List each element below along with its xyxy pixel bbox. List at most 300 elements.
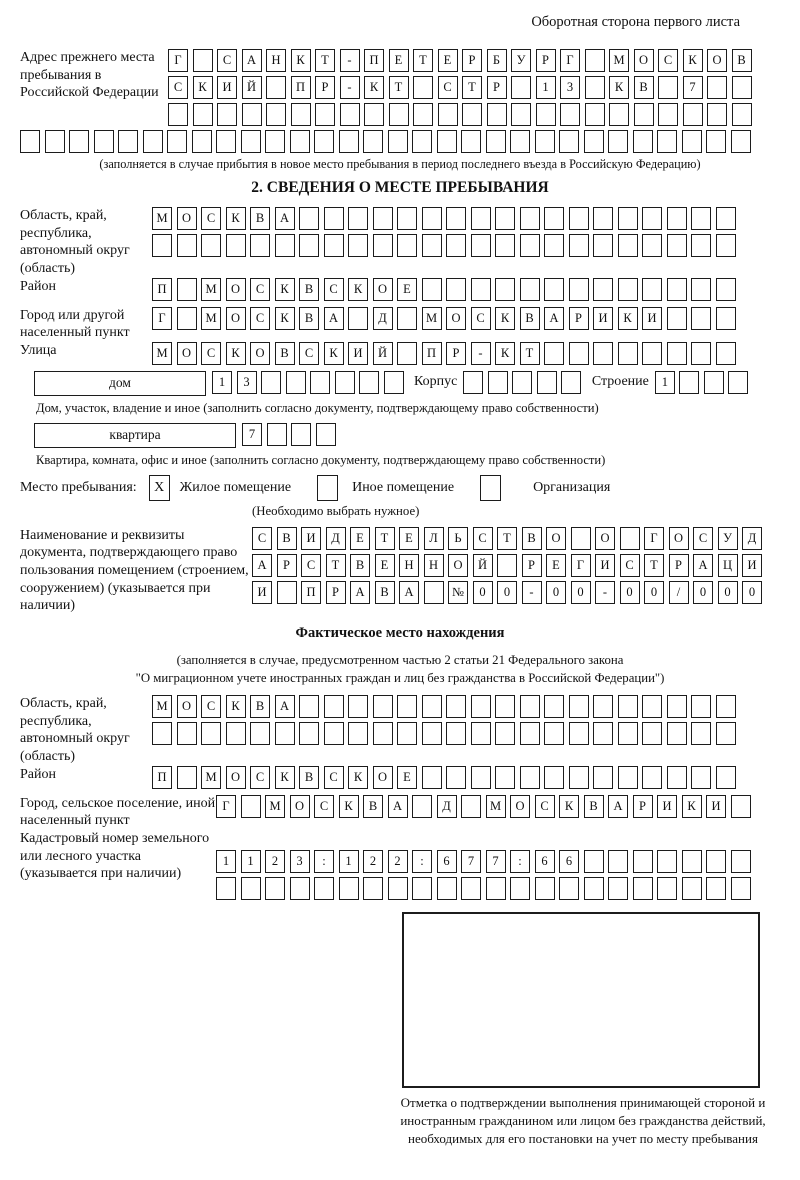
char-cell	[363, 877, 383, 900]
char-cell: 1	[655, 371, 675, 394]
char-cell: -	[471, 342, 491, 365]
char-cell: 7	[683, 76, 703, 99]
char-cell: Е	[350, 527, 370, 550]
document-row-2	[252, 554, 767, 577]
char-cell	[266, 103, 286, 126]
char-cell: К	[226, 207, 246, 230]
char-cell	[510, 877, 530, 900]
char-cell: О	[177, 207, 197, 230]
char-cell	[716, 278, 736, 301]
char-cell	[45, 130, 65, 153]
char-cell	[266, 76, 286, 99]
char-cell	[691, 695, 711, 718]
document-row-1	[252, 527, 767, 550]
char-cell	[299, 722, 319, 745]
char-cell	[584, 877, 604, 900]
char-cell: М	[609, 49, 629, 72]
char-cell	[569, 207, 589, 230]
char-cell	[412, 795, 432, 818]
char-cell	[373, 695, 393, 718]
char-cell: М	[201, 766, 221, 789]
s2-street-block	[20, 342, 780, 369]
char-cell: К	[495, 342, 515, 365]
char-cell	[495, 766, 515, 789]
s2-region-block	[20, 207, 780, 278]
char-cell	[446, 722, 466, 745]
char-cell	[486, 130, 506, 153]
char-cell	[193, 49, 213, 72]
char-cell	[657, 850, 677, 873]
char-cell	[324, 234, 344, 257]
checkbox-inoe	[317, 475, 338, 501]
char-cell	[339, 130, 359, 153]
char-cell: М	[265, 795, 285, 818]
char-cell	[216, 130, 236, 153]
section2-title: 2. СВЕДЕНИЯ О МЕСТЕ ПРЕБЫВАНИЯ	[251, 179, 549, 196]
char-cell	[593, 278, 613, 301]
char-cell	[716, 722, 736, 745]
char-cell	[177, 307, 197, 330]
char-cell	[471, 695, 491, 718]
char-cell	[584, 130, 604, 153]
char-cell	[471, 722, 491, 745]
char-cell	[397, 234, 417, 257]
char-cell: К	[226, 342, 246, 365]
char-cell: Т	[497, 527, 517, 550]
char-cell: О	[446, 307, 466, 330]
document-block	[20, 527, 780, 615]
char-cell	[658, 103, 678, 126]
char-cell: 7	[242, 423, 262, 446]
actual-location-note-2: "О миграционном учете иностранных граждан и лиц без гражданства в Российской Федерации")	[135, 671, 665, 686]
char-cell: 2	[388, 850, 408, 873]
char-cell	[438, 103, 458, 126]
char-cell	[495, 278, 515, 301]
s2-region-label: Область, край, республика, автономный округ (область)	[20, 208, 130, 276]
char-cell	[682, 877, 702, 900]
char-cell	[544, 695, 564, 718]
char-cell	[569, 278, 589, 301]
char-cell: А	[399, 581, 419, 604]
char-cell	[168, 103, 188, 126]
char-cell	[544, 207, 564, 230]
char-cell: С	[250, 278, 270, 301]
char-cell	[340, 103, 360, 126]
char-cell: Е	[375, 554, 395, 577]
char-cell	[495, 722, 515, 745]
char-cell: К	[339, 795, 359, 818]
char-cell	[667, 695, 687, 718]
char-cell: /	[669, 581, 689, 604]
char-cell: Т	[413, 49, 433, 72]
char-cell: В	[634, 76, 654, 99]
char-cell	[226, 234, 246, 257]
char-cell	[544, 722, 564, 745]
char-cell	[413, 76, 433, 99]
char-cell: Е	[399, 527, 419, 550]
char-cell	[286, 371, 306, 394]
char-cell: О	[226, 278, 246, 301]
char-cell	[691, 342, 711, 365]
stroenie-row	[655, 371, 753, 394]
char-cell: М	[152, 342, 172, 365]
char-cell	[335, 371, 355, 394]
char-cell: 0	[742, 581, 762, 604]
al-cadastre-label: Кадастровый номер земельного или лесного участка (указывается при наличии)	[20, 830, 210, 882]
char-cell: И	[348, 342, 368, 365]
al-cadastre-block	[20, 830, 780, 904]
char-cell	[424, 581, 444, 604]
char-cell	[471, 766, 491, 789]
al-city-row	[216, 795, 755, 818]
char-cell: 6	[559, 850, 579, 873]
char-cell	[620, 527, 640, 550]
char-cell	[571, 527, 591, 550]
char-cell: Й	[473, 554, 493, 577]
char-cell	[412, 130, 432, 153]
char-cell	[584, 850, 604, 873]
char-cell	[716, 307, 736, 330]
char-cell: С	[250, 766, 270, 789]
char-cell: С	[535, 795, 555, 818]
char-cell	[520, 695, 540, 718]
char-cell: Н	[424, 554, 444, 577]
page-side-note: Оборотная сторона первого листа	[531, 14, 740, 30]
char-cell	[241, 877, 261, 900]
char-cell	[657, 877, 677, 900]
char-cell	[277, 581, 297, 604]
prev-address-rows	[168, 49, 756, 130]
char-cell	[348, 722, 368, 745]
char-cell: А	[608, 795, 628, 818]
char-cell	[585, 49, 605, 72]
char-cell: О	[669, 527, 689, 550]
char-cell	[691, 307, 711, 330]
char-cell	[373, 722, 393, 745]
char-cell	[242, 103, 262, 126]
char-cell	[593, 234, 613, 257]
char-cell: И	[593, 307, 613, 330]
char-cell: №	[448, 581, 468, 604]
char-cell	[585, 76, 605, 99]
char-cell: В	[350, 554, 370, 577]
al-region-label: Область, край, республика, автономный округ (область)	[20, 696, 130, 765]
char-cell	[265, 130, 285, 153]
char-cell: В	[299, 766, 319, 789]
char-cell: Д	[742, 527, 762, 550]
char-cell	[544, 342, 564, 365]
al-district-block	[20, 766, 780, 793]
char-cell	[633, 850, 653, 873]
char-cell: 0	[497, 581, 517, 604]
char-cell	[314, 877, 334, 900]
char-cell	[461, 130, 481, 153]
char-cell: 1	[212, 371, 232, 394]
char-cell	[94, 130, 114, 153]
char-cell: К	[275, 307, 295, 330]
char-cell: П	[301, 581, 321, 604]
char-cell: С	[620, 554, 640, 577]
char-cell	[691, 766, 711, 789]
char-cell	[593, 766, 613, 789]
char-cell: С	[658, 49, 678, 72]
char-cell: О	[177, 695, 197, 718]
char-cell: К	[495, 307, 515, 330]
char-cell	[510, 130, 530, 153]
char-cell: Г	[571, 554, 591, 577]
document-rows	[252, 527, 767, 608]
char-cell	[593, 342, 613, 365]
char-cell	[609, 103, 629, 126]
al-cadastre-rows	[216, 830, 755, 904]
char-cell: О	[546, 527, 566, 550]
option-organizaciya-label: Организация	[533, 479, 611, 495]
char-cell: М	[201, 278, 221, 301]
char-cell	[217, 103, 237, 126]
char-cell	[593, 207, 613, 230]
char-cell: П	[152, 278, 172, 301]
confirmation-stamp-caption: Отметка о подтверждении выполнения принимающей стороной и иностранным гражданином или лицом без гражданства действий, необходимых для его постановки на учет по месту пребывания	[400, 1094, 766, 1146]
char-cell	[250, 234, 270, 257]
char-cell: К	[348, 278, 368, 301]
char-cell: Р	[326, 581, 346, 604]
char-cell: С	[301, 554, 321, 577]
char-cell: 3	[560, 76, 580, 99]
char-cell: П	[291, 76, 311, 99]
char-cell: 0	[718, 581, 738, 604]
char-cell	[261, 371, 281, 394]
char-cell: 0	[693, 581, 713, 604]
char-cell: 0	[571, 581, 591, 604]
al-region-row-1	[152, 695, 740, 718]
char-cell	[716, 766, 736, 789]
char-cell	[569, 695, 589, 718]
char-cell	[412, 877, 432, 900]
char-cell: А	[544, 307, 564, 330]
char-cell	[397, 722, 417, 745]
char-cell: Г	[644, 527, 664, 550]
s2-house-block	[34, 371, 780, 398]
char-cell: И	[642, 307, 662, 330]
s2-district-block	[20, 278, 780, 305]
char-cell	[682, 850, 702, 873]
char-cell: 0	[546, 581, 566, 604]
char-cell	[250, 722, 270, 745]
char-cell: Г	[168, 49, 188, 72]
char-cell	[495, 695, 515, 718]
char-cell: Г	[560, 49, 580, 72]
char-cell	[667, 278, 687, 301]
char-cell: 1	[536, 76, 556, 99]
char-cell	[520, 722, 540, 745]
prev-address-row-2	[168, 76, 756, 99]
char-cell	[226, 722, 246, 745]
char-cell: С	[471, 307, 491, 330]
char-cell	[422, 207, 442, 230]
char-cell	[497, 554, 517, 577]
char-cell	[716, 342, 736, 365]
char-cell	[397, 307, 417, 330]
char-cell	[707, 76, 727, 99]
char-cell: О	[707, 49, 727, 72]
char-cell: Н	[266, 49, 286, 72]
actual-location-note-1: (заполняется в случае, предусмотренном частью 2 статьи 21 Федерального закона	[176, 652, 624, 667]
char-cell	[667, 766, 687, 789]
char-cell: В	[732, 49, 752, 72]
char-cell: Е	[438, 49, 458, 72]
apartment-row	[242, 423, 340, 446]
char-cell	[446, 695, 466, 718]
char-cell	[691, 278, 711, 301]
char-cell	[657, 130, 677, 153]
char-cell	[569, 234, 589, 257]
char-cell	[275, 722, 295, 745]
char-cell: Р	[633, 795, 653, 818]
char-cell: 3	[290, 850, 310, 873]
char-cell: К	[324, 342, 344, 365]
char-cell: О	[373, 766, 393, 789]
char-cell	[520, 234, 540, 257]
s2-apartment-block	[34, 423, 780, 450]
char-cell	[679, 371, 699, 394]
char-cell: И	[742, 554, 762, 577]
char-cell	[634, 103, 654, 126]
char-cell: -	[340, 76, 360, 99]
char-cell: О	[250, 342, 270, 365]
char-cell: О	[177, 342, 197, 365]
char-cell	[667, 207, 687, 230]
char-cell	[732, 103, 752, 126]
char-cell	[691, 207, 711, 230]
char-cell	[471, 234, 491, 257]
char-cell: П	[152, 766, 172, 789]
char-cell	[241, 130, 261, 153]
char-cell: С	[324, 278, 344, 301]
char-cell	[667, 307, 687, 330]
s2-region-row-1	[152, 207, 740, 230]
char-cell	[731, 877, 751, 900]
char-cell: :	[412, 850, 432, 873]
char-cell: -	[340, 49, 360, 72]
option-zhiloe-label: Жилое помещение	[179, 479, 292, 495]
char-cell	[535, 877, 555, 900]
char-cell: -	[522, 581, 542, 604]
char-cell: С	[201, 342, 221, 365]
al-district-row	[152, 766, 740, 789]
char-cell	[348, 695, 368, 718]
char-cell	[683, 103, 703, 126]
prev-address-row-1	[168, 49, 756, 72]
char-cell: О	[595, 527, 615, 550]
char-cell	[384, 371, 404, 394]
char-cell	[275, 234, 295, 257]
char-cell: 2	[265, 850, 285, 873]
char-cell	[193, 103, 213, 126]
char-cell	[691, 234, 711, 257]
s2-district-label: Район	[20, 278, 56, 294]
char-cell: К	[559, 795, 579, 818]
char-cell: 0	[644, 581, 664, 604]
al-region-row-2	[152, 722, 740, 745]
char-cell: Л	[424, 527, 444, 550]
char-cell	[363, 130, 383, 153]
char-cell: В	[363, 795, 383, 818]
char-cell	[486, 877, 506, 900]
char-cell: Р	[569, 307, 589, 330]
char-cell	[413, 103, 433, 126]
char-cell: В	[275, 342, 295, 365]
char-cell: 7	[486, 850, 506, 873]
document-label: Наименование и реквизиты документа, подтверждающего право пользования помещением (строением, сооружением) (указывается при наличии)	[20, 527, 249, 614]
actual-location-title: Фактическое место нахождения	[295, 624, 505, 641]
char-cell	[291, 423, 311, 446]
char-cell	[731, 130, 751, 153]
char-cell	[348, 307, 368, 330]
char-cell: 6	[535, 850, 555, 873]
char-cell	[471, 207, 491, 230]
char-cell: С	[693, 527, 713, 550]
char-cell	[536, 103, 556, 126]
char-cell: И	[595, 554, 615, 577]
char-cell	[422, 766, 442, 789]
char-cell: 6	[437, 850, 457, 873]
char-cell: М	[152, 207, 172, 230]
char-cell	[422, 695, 442, 718]
al-region-block	[20, 695, 780, 766]
char-cell	[608, 877, 628, 900]
char-cell: О	[290, 795, 310, 818]
char-cell	[716, 207, 736, 230]
apartment-box: квартира	[34, 423, 236, 448]
char-cell: У	[718, 527, 738, 550]
char-cell	[388, 130, 408, 153]
char-cell	[511, 76, 531, 99]
char-cell	[461, 877, 481, 900]
char-cell	[422, 234, 442, 257]
char-cell	[324, 722, 344, 745]
char-cell: С	[201, 207, 221, 230]
char-cell: А	[693, 554, 713, 577]
char-cell: И	[657, 795, 677, 818]
char-cell: А	[350, 581, 370, 604]
char-cell	[642, 766, 662, 789]
char-cell: И	[217, 76, 237, 99]
char-cell: С	[201, 695, 221, 718]
char-cell	[461, 795, 481, 818]
char-cell	[706, 850, 726, 873]
char-cell: М	[152, 695, 172, 718]
char-cell: 0	[473, 581, 493, 604]
char-cell: С	[250, 307, 270, 330]
char-cell	[618, 722, 638, 745]
char-cell	[348, 234, 368, 257]
char-cell	[544, 278, 564, 301]
al-cadastre-row-2	[216, 877, 755, 900]
char-cell: О	[373, 278, 393, 301]
char-cell: 3	[237, 371, 257, 394]
char-cell	[290, 130, 310, 153]
al-region-rows	[152, 695, 740, 749]
char-cell: П	[422, 342, 442, 365]
s2-street-label: Улица	[20, 342, 57, 358]
char-cell	[446, 234, 466, 257]
char-cell	[511, 103, 531, 126]
char-cell	[593, 695, 613, 718]
char-cell: -	[595, 581, 615, 604]
char-cell: К	[193, 76, 213, 99]
char-cell	[520, 278, 540, 301]
char-cell: К	[683, 49, 703, 72]
